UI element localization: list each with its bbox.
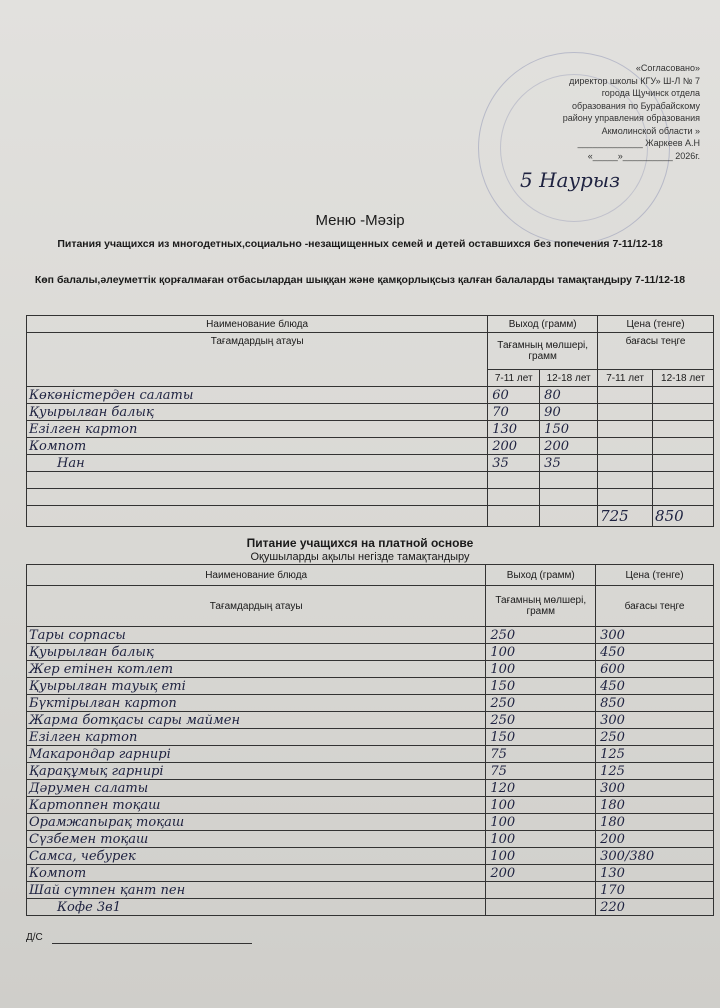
col-header-yield-kz: Тағамның мөлшері, грамм [488,333,598,370]
page-title: Меню -Мәзір [315,212,405,229]
yield: 75 [486,746,596,763]
yield-12-18: 80 [540,387,598,404]
price: 125 [596,746,714,763]
dish-name: Самса, чебурек [27,848,486,865]
yield: 120 [486,780,596,797]
dish-name: Тары сорпасы [27,627,486,644]
price: 450 [596,644,714,661]
table-row [27,472,714,489]
col-header-name-kz: Тағамдардың атауы [27,333,488,387]
table-row [27,661,714,678]
table-row [27,421,714,438]
yield [486,882,596,899]
price: 300 [596,712,714,729]
price-12-18 [653,387,714,404]
dish-name: Макарондар гарнирі [27,746,486,763]
col-header-price-kz: бағасы теңге [598,333,714,370]
table-row [27,763,714,780]
yield-12-18: 200 [540,438,598,455]
col-header-name-kz: Тағамдардың атауы [27,586,486,627]
table-row [27,695,714,712]
yield: 100 [486,831,596,848]
price: 170 [596,882,714,899]
table-row [27,831,714,848]
price-7-11 [598,438,653,455]
yield-7-11: 70 [488,404,540,421]
yield: 200 [486,865,596,882]
yield-12-18 [540,472,598,489]
dish-name: Компот [27,438,488,455]
price-12-18 [653,489,714,506]
price: 130 [596,865,714,882]
table-row [27,865,714,882]
price: 250 [596,729,714,746]
total-price-12-18: 850 [653,506,714,527]
col-header-age: 7-11 лет [488,370,540,387]
col-header-name-ru: Наименование блюда [27,565,486,586]
total-price-7-11: 725 [598,506,653,527]
yield-7-11: 35 [488,455,540,472]
ds-signature-line [52,943,252,944]
table-row [27,712,714,729]
price: 450 [596,678,714,695]
approval-line: образования по Бурабайскому [572,100,700,111]
table-row [27,746,714,763]
dish-name: Көкөністерден салаты [27,387,488,404]
yield: 100 [486,661,596,678]
yield-7-11 [488,472,540,489]
dish-name: Нан [27,455,488,472]
section-title-kz: Оқушыларды ақылы негізде тамақтандыру [250,551,470,563]
dish-name: Қуырылған балық [27,404,488,421]
price: 180 [596,797,714,814]
dish-name: Қуырылған тауық еті [27,678,486,695]
yield: 250 [486,712,596,729]
dish-name: Сүзбемен тоқаш [27,831,486,848]
dish-name: Кофе 3в1 [27,899,486,916]
price: 850 [596,695,714,712]
empty-cell [27,506,488,527]
dish-name: Дәрумен салаты [27,780,486,797]
yield-12-18: 90 [540,404,598,421]
table-row [27,678,714,695]
price: 300/380 [596,848,714,865]
dish-name: Езілген картоп [27,729,486,746]
price-12-18 [653,455,714,472]
empty-cell [488,506,540,527]
price: 180 [596,814,714,831]
yield-12-18: 35 [540,455,598,472]
yield: 250 [486,627,596,644]
col-header-age: 12-18 лет [540,370,598,387]
price-7-11 [598,387,653,404]
dish-name: Қарақұмық гарнирі [27,763,486,780]
yield: 100 [486,644,596,661]
price-7-11 [598,489,653,506]
table-row [27,627,714,644]
free-meals-table [26,315,714,527]
yield [486,899,596,916]
approval-line: району управления образования [562,113,700,123]
yield: 100 [486,848,596,865]
table-row [27,797,714,814]
yield-7-11: 130 [488,421,540,438]
table-row [27,644,714,661]
subtitle-kz: Көп балалы,әлеуметтік қорғалмаған отбасылардан шыққан және қамқорлықсыз қалған балаларды тамақтандыру 7-11/12-18 [34,274,686,286]
table-row [27,848,714,865]
yield-7-11: 60 [488,387,540,404]
dish-name: Жер етінен котлет [27,661,486,678]
yield-7-11: 200 [488,438,540,455]
price-7-11 [598,455,653,472]
dish-name: Компот [27,865,486,882]
table-row [27,404,714,421]
table-row [27,455,714,472]
dish-name: Орамжапырақ тоқаш [27,814,486,831]
dish-name: Бүктірылған картоп [27,695,486,712]
yield-7-11 [488,489,540,506]
price-12-18 [653,438,714,455]
price: 300 [596,627,714,644]
approval-line: «Согласовано» [635,63,700,73]
price-12-18 [653,421,714,438]
approval-line: города Щучинск отдела [601,88,700,98]
dish-name [27,489,488,506]
approval-line: «_____»__________ 2026г. [587,150,700,161]
table-row [27,899,714,916]
yield: 250 [486,695,596,712]
price-7-11 [598,421,653,438]
yield: 100 [486,814,596,831]
section-title-ru: Питание учащихся на платной основе [246,536,474,550]
ds-label: Д/С [26,932,43,943]
col-header-yield-kz: Тағамның мөлшері, грамм [486,586,596,627]
col-header-yield-ru: Выход (грамм) [488,316,598,333]
col-header-age: 12-18 лет [653,370,714,387]
dish-name: Қуырылған балық [27,644,486,661]
table-row [27,780,714,797]
dish-name [27,472,488,489]
col-header-price-ru: Цена (тенге) [596,565,714,586]
yield-12-18 [540,489,598,506]
yield-12-18: 150 [540,421,598,438]
handwritten-date: 5 Наурыз [520,168,621,192]
yield: 100 [486,797,596,814]
col-header-price-kz: бағасы теңге [596,586,714,627]
paid-meals-table [26,564,714,916]
price: 200 [596,831,714,848]
table-row [27,506,714,527]
price-7-11 [598,404,653,421]
table-row [27,387,714,404]
dish-name: Шай сүтпен қант пен [27,882,486,899]
approval-line: _____________ Жаркеев А.Н [577,138,700,148]
subtitle-ru: Питания учащихся из многодетных,социально -незащищенных семей и детей оставшихся без попечения 7-11/12-18 [57,238,663,250]
price: 300 [596,780,714,797]
dish-name: Жарма ботқасы сары маймен [27,712,486,729]
col-header-name-ru: Наименование блюда [27,316,488,333]
table-row [27,438,714,455]
yield: 150 [486,729,596,746]
yield: 150 [486,678,596,695]
price: 600 [596,661,714,678]
price-7-11 [598,472,653,489]
approval-block [450,62,700,162]
dish-name: Езілген картоп [27,421,488,438]
dish-name: Картоппен тоқаш [27,797,486,814]
table-row [27,882,714,899]
price-12-18 [653,404,714,421]
price: 220 [596,899,714,916]
table-row [27,489,714,506]
col-header-age: 7-11 лет [598,370,653,387]
price: 125 [596,763,714,780]
empty-cell [540,506,598,527]
approval-line: директор школы КГУ» Ш-Л № 7 [569,75,700,86]
approval-line: Акмолинской области » [601,125,700,136]
col-header-yield-ru: Выход (грамм) [486,565,596,586]
price-12-18 [653,472,714,489]
col-header-price-ru: Цена (тенге) [598,316,714,333]
yield: 75 [486,763,596,780]
table-row [27,814,714,831]
table-row [27,729,714,746]
